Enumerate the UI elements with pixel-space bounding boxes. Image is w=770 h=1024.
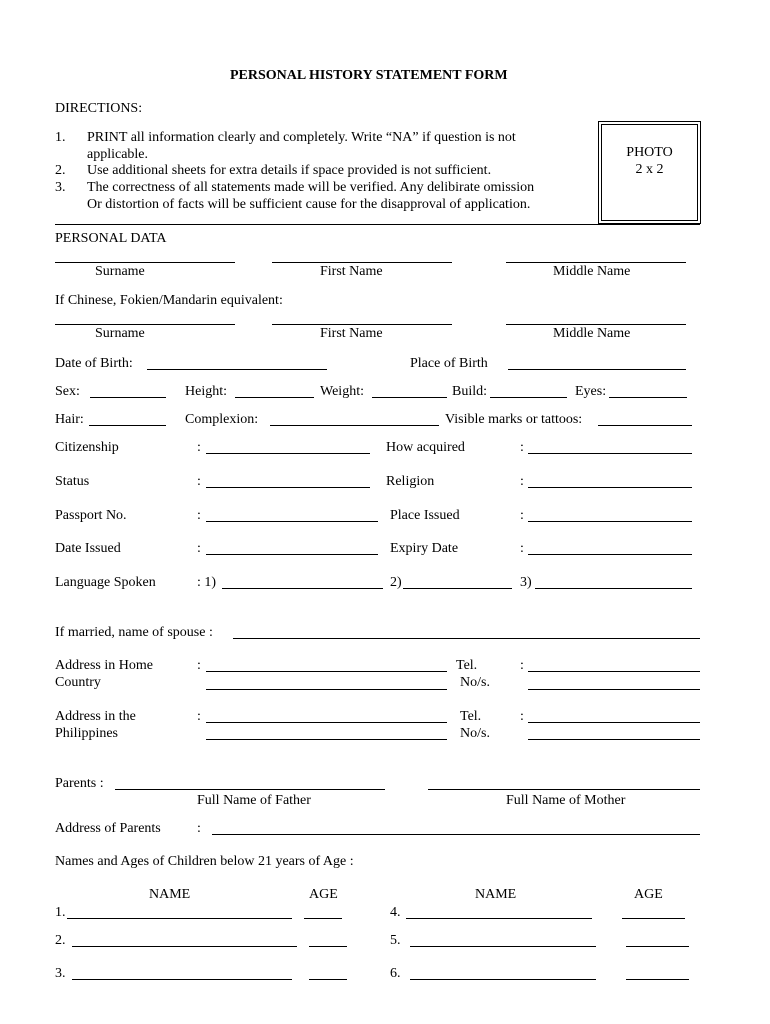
address-ph-field-2[interactable] bbox=[206, 739, 447, 740]
citizenship-field[interactable] bbox=[206, 453, 370, 454]
direction-number: 1. bbox=[55, 130, 66, 145]
colon: : bbox=[520, 474, 524, 489]
build-field[interactable] bbox=[490, 397, 567, 398]
nos-label: No/s. bbox=[460, 726, 490, 741]
spouse-label: If married, name of spouse : bbox=[55, 625, 213, 640]
hair-field[interactable] bbox=[89, 425, 166, 426]
sex-field[interactable] bbox=[90, 397, 166, 398]
colon: : bbox=[520, 541, 524, 556]
citizenship-label: Citizenship bbox=[55, 440, 119, 455]
date-of-birth-field[interactable] bbox=[147, 369, 327, 370]
children-note: Names and Ages of Children below 21 years of Age : bbox=[55, 854, 354, 869]
first-name-field[interactable] bbox=[272, 262, 452, 263]
religion-label: Religion bbox=[386, 474, 435, 489]
surname-label: Surname bbox=[95, 264, 145, 279]
photo-label bbox=[599, 144, 700, 178]
child-number: 3. bbox=[55, 966, 66, 981]
complexion-field[interactable] bbox=[270, 425, 439, 426]
passport-no-field[interactable] bbox=[206, 521, 378, 522]
status-field[interactable] bbox=[206, 487, 370, 488]
expiry-date-field[interactable] bbox=[528, 554, 692, 555]
address-home-field-2[interactable] bbox=[206, 689, 447, 690]
colon: : bbox=[197, 821, 201, 836]
weight-label: Weight: bbox=[320, 384, 364, 399]
child-number: 5. bbox=[390, 933, 401, 948]
direction-text: PRINT all information clearly and completely. Write “NA” if question is not bbox=[87, 130, 516, 145]
how-acquired-field[interactable] bbox=[528, 453, 692, 454]
passport-no-label: Passport No. bbox=[55, 508, 127, 523]
language-spoken-label: Language Spoken bbox=[55, 575, 156, 590]
child-number: 2. bbox=[55, 933, 66, 948]
complexion-label: Complexion: bbox=[185, 412, 259, 427]
tel-label: Tel. bbox=[460, 709, 482, 724]
direction-text: The correctness of all statements made will be verified. Any delibirate omission bbox=[87, 180, 535, 195]
first-name-label: First Name bbox=[320, 264, 383, 279]
height-label: Height: bbox=[185, 384, 227, 399]
child-2-name-field[interactable] bbox=[72, 946, 297, 947]
photo-label-line1: PHOTO bbox=[626, 145, 673, 160]
eyes-label: Eyes: bbox=[575, 384, 607, 399]
direction-number: 3. bbox=[55, 180, 66, 195]
colon: : bbox=[520, 658, 524, 673]
address-ph-field-1[interactable] bbox=[206, 722, 447, 723]
chinese-surname-label: Surname bbox=[95, 326, 145, 341]
place-issued-label: Place Issued bbox=[390, 508, 460, 523]
child-4-age-field[interactable] bbox=[622, 918, 685, 919]
middle-name-label: Middle Name bbox=[553, 264, 631, 279]
language-3-label: 3) bbox=[520, 575, 532, 590]
colon: : bbox=[520, 440, 524, 455]
address-home-label-2: Country bbox=[55, 675, 101, 690]
build-label: Build: bbox=[452, 384, 488, 399]
colon: : bbox=[197, 541, 201, 556]
address-parents-field[interactable] bbox=[212, 834, 700, 835]
directions-heading: DIRECTIONS: bbox=[55, 101, 143, 116]
address-ph-label-2: Philippines bbox=[55, 726, 119, 741]
child-3-name-field[interactable] bbox=[72, 979, 292, 980]
colon: : bbox=[520, 508, 524, 523]
chinese-middle-name-label: Middle Name bbox=[553, 326, 631, 341]
colon: : bbox=[197, 508, 201, 523]
child-6-name-field[interactable] bbox=[410, 979, 596, 980]
eyes-field[interactable] bbox=[609, 397, 687, 398]
colon: : bbox=[197, 474, 201, 489]
date-of-birth-label: Date of Birth: bbox=[55, 356, 133, 371]
mother-label: Full Name of Mother bbox=[506, 793, 626, 808]
direction-text: Use additional sheets for extra details if space provided is not sufficient. bbox=[87, 163, 492, 178]
children-age-header: AGE bbox=[309, 887, 338, 902]
religion-field[interactable] bbox=[528, 487, 692, 488]
hair-label: Hair: bbox=[55, 412, 84, 427]
language-2-field[interactable] bbox=[403, 588, 512, 589]
visible-marks-field[interactable] bbox=[598, 425, 692, 426]
visible-marks-label: Visible marks or tattoos: bbox=[445, 412, 583, 427]
date-issued-label: Date Issued bbox=[55, 541, 121, 556]
expiry-date-label: Expiry Date bbox=[390, 541, 459, 556]
child-number: 6. bbox=[390, 966, 401, 981]
middle-name-field[interactable] bbox=[506, 262, 686, 263]
ph-tel-field[interactable] bbox=[528, 722, 700, 723]
colon: : bbox=[197, 658, 201, 673]
child-5-age-field[interactable] bbox=[626, 946, 689, 947]
status-label: Status bbox=[55, 474, 90, 489]
child-3-age-field[interactable] bbox=[309, 979, 347, 980]
home-tel-field[interactable] bbox=[528, 671, 700, 672]
weight-field[interactable] bbox=[372, 397, 447, 398]
language-1-label: : 1) bbox=[197, 575, 217, 590]
ph-tel-field-2[interactable] bbox=[528, 739, 700, 740]
child-number: 4. bbox=[390, 905, 401, 920]
section-divider bbox=[55, 224, 700, 225]
chinese-first-name-field[interactable] bbox=[272, 324, 452, 325]
form-title: PERSONAL HISTORY STATEMENT FORM bbox=[230, 68, 508, 83]
how-acquired-label: How acquired bbox=[386, 440, 465, 455]
spouse-field[interactable] bbox=[233, 638, 700, 639]
home-tel-field-2[interactable] bbox=[528, 689, 700, 690]
sex-label: Sex: bbox=[55, 384, 80, 399]
language-2-label: 2) bbox=[390, 575, 402, 590]
child-1-age-field[interactable] bbox=[304, 918, 342, 919]
surname-field[interactable] bbox=[55, 262, 235, 263]
parents-label: Parents : bbox=[55, 776, 104, 791]
address-home-field-1[interactable] bbox=[206, 671, 447, 672]
photo-box[interactable] bbox=[598, 121, 701, 224]
direction-text: Or distortion of facts will be sufficient cause for the disapproval of application. bbox=[87, 197, 531, 212]
father-name-field[interactable] bbox=[115, 789, 385, 790]
place-issued-field[interactable] bbox=[528, 521, 692, 522]
address-parents-label: Address of Parents bbox=[55, 821, 161, 836]
personal-data-heading: PERSONAL DATA bbox=[55, 231, 167, 246]
colon: : bbox=[197, 440, 201, 455]
child-5-name-field[interactable] bbox=[410, 946, 596, 947]
address-home-label-1: Address in Home bbox=[55, 658, 153, 673]
height-field[interactable] bbox=[235, 397, 314, 398]
date-issued-field[interactable] bbox=[206, 554, 378, 555]
direction-number: 2. bbox=[55, 163, 66, 178]
chinese-surname-field[interactable] bbox=[55, 324, 235, 325]
children-age-header: AGE bbox=[634, 887, 663, 902]
child-4-name-field[interactable] bbox=[406, 918, 592, 919]
child-6-age-field[interactable] bbox=[626, 979, 689, 980]
children-name-header: NAME bbox=[475, 887, 517, 902]
chinese-first-name-label: First Name bbox=[320, 326, 383, 341]
direction-text: applicable. bbox=[87, 147, 149, 162]
language-1-field[interactable] bbox=[222, 588, 383, 589]
address-ph-label-1: Address in the bbox=[55, 709, 136, 724]
place-of-birth-label: Place of Birth bbox=[410, 356, 488, 371]
child-2-age-field[interactable] bbox=[309, 946, 347, 947]
photo-label-line2: 2 x 2 bbox=[635, 162, 664, 177]
nos-label: No/s. bbox=[460, 675, 490, 690]
place-of-birth-field[interactable] bbox=[508, 369, 686, 370]
chinese-middle-name-field[interactable] bbox=[506, 324, 686, 325]
language-3-field[interactable] bbox=[535, 588, 692, 589]
colon: : bbox=[520, 709, 524, 724]
colon: : bbox=[197, 709, 201, 724]
tel-label: Tel. bbox=[456, 658, 478, 673]
children-name-header: NAME bbox=[149, 887, 191, 902]
father-label: Full Name of Father bbox=[197, 793, 311, 808]
child-1-name-field[interactable] bbox=[67, 918, 292, 919]
mother-name-field[interactable] bbox=[428, 789, 700, 790]
chinese-equivalent-note: If Chinese, Fokien/Mandarin equivalent: bbox=[55, 293, 283, 308]
child-number: 1. bbox=[55, 905, 66, 920]
